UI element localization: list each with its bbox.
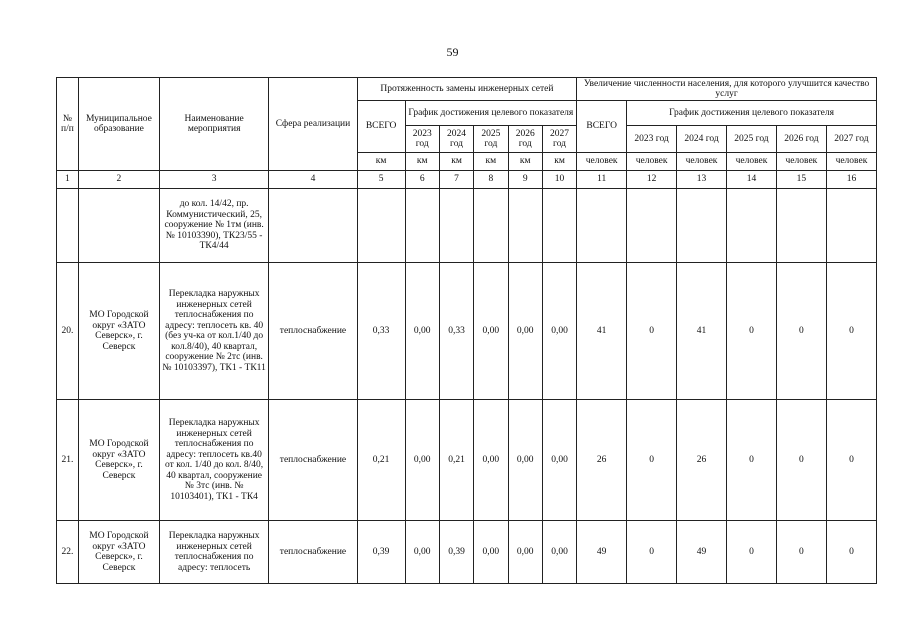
row-value xyxy=(357,189,405,263)
column-number: 12 xyxy=(627,171,677,189)
unit-people: человек xyxy=(627,153,677,171)
column-number: 13 xyxy=(677,171,727,189)
row-municipality: МО Городской округ «ЗАТО Северск», г. Северск xyxy=(78,400,159,521)
header-population-2023: 2023 год xyxy=(627,126,677,153)
row-value: 41 xyxy=(577,263,627,400)
header-length-2027: 2027 год xyxy=(542,126,576,153)
row-value xyxy=(776,189,826,263)
row-value: 0 xyxy=(627,263,677,400)
row-value: 0,39 xyxy=(439,521,473,584)
row-num: 22. xyxy=(57,521,79,584)
header-num: № п/п xyxy=(57,78,79,171)
row-value xyxy=(826,189,876,263)
row-sphere: теплоснабжение xyxy=(269,521,357,584)
row-value xyxy=(677,189,727,263)
row-value: 0,00 xyxy=(508,263,542,400)
column-number: 4 xyxy=(269,171,357,189)
unit-km: км xyxy=(357,153,405,171)
column-number: 2 xyxy=(78,171,159,189)
row-value: 0 xyxy=(627,521,677,584)
table-row xyxy=(57,400,877,521)
row-measure: до кол. 14/42, пр. Коммунистический, 25, сооружение № 1тм (инв. № 10103390), ТК23/55 - ТК4/44 xyxy=(160,189,269,263)
unit-km: км xyxy=(439,153,473,171)
unit-people: человек xyxy=(677,153,727,171)
row-value: 0 xyxy=(776,521,826,584)
row-value: 0 xyxy=(627,400,677,521)
unit-km: км xyxy=(542,153,576,171)
header-length-total: ВСЕГО xyxy=(357,101,405,153)
unit-people: человек xyxy=(776,153,826,171)
row-value xyxy=(439,189,473,263)
unit-km: км xyxy=(474,153,508,171)
row-value: 0,00 xyxy=(405,521,439,584)
column-number: 5 xyxy=(357,171,405,189)
header-length-2025: 2025 год xyxy=(474,126,508,153)
row-municipality: МО Городской округ «ЗАТО Северск», г. Северск xyxy=(78,521,159,584)
row-value: 0 xyxy=(826,263,876,400)
unit-people: человек xyxy=(577,153,627,171)
header-length-2026: 2026 год xyxy=(508,126,542,153)
column-number: 11 xyxy=(577,171,627,189)
row-value: 0,00 xyxy=(542,263,576,400)
row-value: 0 xyxy=(826,400,876,521)
row-value: 49 xyxy=(677,521,727,584)
row-value: 0,21 xyxy=(439,400,473,521)
row-value: 0,39 xyxy=(357,521,405,584)
row-value: 0,00 xyxy=(542,400,576,521)
header-population-schedule: График достижения целевого показателя xyxy=(627,101,877,126)
row-sphere xyxy=(269,189,357,263)
row-num xyxy=(57,189,79,263)
row-value xyxy=(727,189,777,263)
row-measure: Перекладка наружных инженерных сетей теплоснабжения по адресу: теплосеть xyxy=(160,521,269,584)
row-municipality: МО Городской округ «ЗАТО Северск», г. Северск xyxy=(78,263,159,400)
header-population-2027: 2027 год xyxy=(826,126,876,153)
row-num: 21. xyxy=(57,400,79,521)
column-number: 6 xyxy=(405,171,439,189)
row-value: 0 xyxy=(776,263,826,400)
row-value: 0 xyxy=(727,521,777,584)
table-row xyxy=(57,189,877,263)
row-measure: Перекладка наружных инженерных сетей теплоснабжения по адресу: теплосеть кв. 40 (без уч-ка от кол.1/40 до кол.8/40), 40 квартал, сооружение № 2тс (инв. № 10103397), ТК1 - ТК11 xyxy=(160,263,269,400)
row-value: 0,00 xyxy=(474,263,508,400)
row-value: 0,00 xyxy=(542,521,576,584)
row-value: 0,00 xyxy=(508,521,542,584)
column-number: 15 xyxy=(776,171,826,189)
row-value xyxy=(577,189,627,263)
column-number: 1 xyxy=(57,171,79,189)
unit-km: км xyxy=(405,153,439,171)
header-sphere: Сфера реализации xyxy=(269,78,357,171)
row-value xyxy=(542,189,576,263)
column-numbers-row xyxy=(57,171,877,189)
row-value: 0 xyxy=(776,400,826,521)
column-number: 9 xyxy=(508,171,542,189)
column-number: 14 xyxy=(727,171,777,189)
header-length-schedule: График достижения целевого показателя xyxy=(405,101,577,126)
row-value: 41 xyxy=(677,263,727,400)
row-value: 0,33 xyxy=(439,263,473,400)
row-value: 0,00 xyxy=(508,400,542,521)
header-population-2024: 2024 год xyxy=(677,126,727,153)
unit-people: человек xyxy=(727,153,777,171)
row-value: 49 xyxy=(577,521,627,584)
row-value: 0,33 xyxy=(357,263,405,400)
row-sphere: теплоснабжение xyxy=(269,263,357,400)
column-number: 7 xyxy=(439,171,473,189)
row-value xyxy=(627,189,677,263)
header-population-total: ВСЕГО xyxy=(577,101,627,153)
header-length-2024: 2024 год xyxy=(439,126,473,153)
row-municipality xyxy=(78,189,159,263)
row-value xyxy=(474,189,508,263)
unit-people: человек xyxy=(826,153,876,171)
measures-table xyxy=(56,77,877,584)
table-row xyxy=(57,263,877,400)
row-value: 26 xyxy=(577,400,627,521)
column-number: 10 xyxy=(542,171,576,189)
row-value: 0 xyxy=(727,263,777,400)
row-value: 0,00 xyxy=(405,400,439,521)
table-row xyxy=(57,521,877,584)
row-value: 0 xyxy=(727,400,777,521)
row-value xyxy=(405,189,439,263)
column-number: 16 xyxy=(826,171,876,189)
row-value: 0,00 xyxy=(405,263,439,400)
header-population-group: Увеличение численности населения, для которого улучшится качество услуг xyxy=(577,78,877,101)
row-measure: Перекладка наружных инженерных сетей теплоснабжения по адресу: теплосеть кв.40 от кол. 1/40 до кол. 8/40, 40 квартал, сооружение № 3тс (инв. № 10103401), ТК1 - ТК4 xyxy=(160,400,269,521)
row-value xyxy=(508,189,542,263)
row-value: 0,21 xyxy=(357,400,405,521)
row-value: 26 xyxy=(677,400,727,521)
column-number: 8 xyxy=(474,171,508,189)
row-sphere: теплоснабжение xyxy=(269,400,357,521)
header-population-2025: 2025 год xyxy=(727,126,777,153)
page-number: 59 xyxy=(446,45,459,59)
header-population-2026: 2026 год xyxy=(776,126,826,153)
row-num: 20. xyxy=(57,263,79,400)
row-value: 0 xyxy=(826,521,876,584)
header-length-group: Протяженность замены инженерных сетей xyxy=(357,78,577,101)
row-value: 0,00 xyxy=(474,400,508,521)
column-number: 3 xyxy=(160,171,269,189)
header-measure-name: Наименование мероприятия xyxy=(160,78,269,171)
header-length-2023: 2023 год xyxy=(405,126,439,153)
row-value: 0,00 xyxy=(474,521,508,584)
unit-km: км xyxy=(508,153,542,171)
header-municipality: Муниципальное образование xyxy=(78,78,159,171)
